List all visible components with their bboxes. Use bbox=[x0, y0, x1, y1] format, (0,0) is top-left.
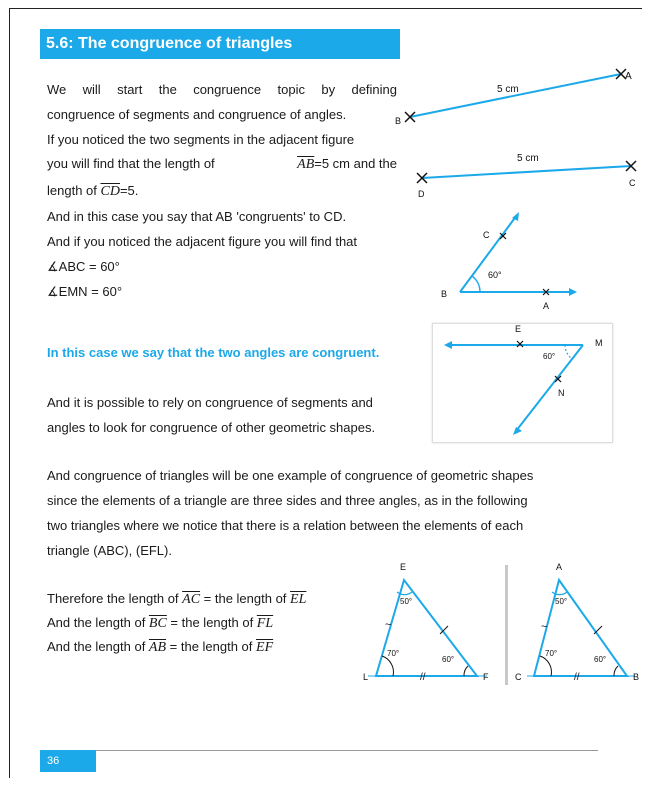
label-c-angle: C bbox=[483, 230, 490, 240]
segment-ab-line bbox=[410, 74, 621, 117]
angle-emn-box bbox=[432, 323, 613, 443]
angle-arc-f bbox=[464, 666, 468, 676]
para1-line5-tail: =5. bbox=[119, 183, 139, 198]
equality-ac-el bbox=[47, 590, 306, 609]
arrowhead-icon bbox=[513, 427, 522, 435]
page-number: 36 bbox=[40, 750, 96, 772]
para1-line6: And in this case you say that AB 'congruents' to CD. bbox=[47, 209, 347, 224]
para2-line1: And it is possible to rely on congruence of segments and bbox=[47, 395, 373, 410]
equality-mid: = the length of bbox=[166, 639, 257, 654]
angle-arc-abc bbox=[472, 276, 480, 292]
label-a-angle: A bbox=[543, 301, 550, 311]
length-ab-label: 5 cm bbox=[497, 84, 519, 95]
triangles-divider bbox=[505, 565, 508, 685]
equality-mid: = the length of bbox=[166, 615, 257, 630]
para1-line3: If you noticed the two segments in the adjacent figure bbox=[47, 132, 355, 147]
para2-line2: angles to look for congruence of other geometric shapes. bbox=[47, 420, 376, 435]
page-frame-left bbox=[9, 8, 10, 778]
angle-arc-l bbox=[382, 656, 393, 676]
angle-emn-figure bbox=[433, 324, 612, 442]
para1-line1: We will start the congruence topic by defining bbox=[47, 82, 397, 97]
footer-rule bbox=[96, 750, 598, 751]
triangle-efl-figure bbox=[360, 558, 500, 686]
para3-line3: two triangles where we notice that there is a relation between the elements of each bbox=[47, 518, 524, 533]
arrowhead-icon bbox=[444, 341, 452, 349]
angle-f-value: 60° bbox=[442, 655, 455, 664]
angle-arc-b bbox=[614, 666, 618, 676]
angle-emn-text: ∡EMN = 60° bbox=[47, 284, 123, 299]
section-title: 5.6: The congruence of triangles bbox=[40, 29, 400, 59]
segment-cd: $\overline{CD}$ bbox=[100, 184, 120, 199]
equality-prefix: Therefore the length of bbox=[47, 591, 183, 606]
segments-figure bbox=[395, 66, 645, 206]
segment-ab: $\overline{AB}$ bbox=[297, 157, 315, 172]
para1-line7: And if you noticed the adjacent figure you will find that bbox=[47, 234, 358, 249]
tick-mark-el: ~ bbox=[385, 619, 392, 631]
angle-arc-c bbox=[540, 656, 551, 676]
para3-line2: since the elements of a triangle are three sides and three angles, as in the following bbox=[47, 493, 528, 508]
congruent-angles-note: In this case we say that the two angles are congruent. bbox=[47, 345, 380, 360]
para1-line4-text: you will find that the length of bbox=[47, 156, 215, 171]
triangle-abc-figure bbox=[510, 558, 645, 686]
para3-line1: And congruence of triangles will be one example of congruence of geometric shapes bbox=[47, 468, 534, 483]
label-a: A bbox=[625, 71, 632, 82]
label-l-triangle: L bbox=[363, 672, 369, 682]
equality-ab-ef bbox=[47, 638, 273, 657]
label-f-triangle: F bbox=[483, 672, 489, 682]
label-e-triangle: E bbox=[400, 562, 407, 572]
para1-line5 bbox=[47, 182, 138, 201]
label-c: C bbox=[629, 178, 636, 188]
label-c-triangle: C bbox=[515, 672, 522, 682]
segment-ac: $\overline{AC}$ bbox=[182, 592, 201, 607]
label-d: D bbox=[418, 189, 425, 199]
para1-line4 bbox=[47, 155, 397, 174]
para3-line4: triangle (ABC), (EFL). bbox=[47, 543, 172, 558]
tick-mark-fl: // bbox=[420, 672, 426, 683]
angle-emn-value: 60° bbox=[543, 352, 556, 361]
page-frame-top bbox=[9, 8, 642, 9]
angle-b-value: 60° bbox=[594, 655, 607, 664]
label-n-angle: N bbox=[558, 388, 565, 398]
equality-bc-fl bbox=[47, 614, 273, 633]
tick-mark-bc: // bbox=[574, 672, 580, 683]
angle-c-value: 70° bbox=[545, 649, 558, 658]
para1-line5-text: length of bbox=[47, 183, 97, 198]
angle-e-value: 50° bbox=[400, 597, 413, 606]
segment-el: $\overline{EL}$ bbox=[290, 592, 307, 607]
para1-line4-tail: =5 cm and the bbox=[314, 156, 397, 171]
label-b-angle: B bbox=[441, 289, 448, 299]
equality-mid: = the length of bbox=[200, 591, 291, 606]
segment-ef: $\overline{EF}$ bbox=[256, 640, 274, 655]
arrowhead-icon bbox=[569, 288, 577, 296]
segment-bc: $\overline{BC}$ bbox=[148, 616, 167, 631]
angle-abc-text: ∡ABC = 60° bbox=[47, 259, 120, 274]
angle-abc-value: 60° bbox=[488, 270, 502, 280]
ray-bc bbox=[460, 215, 517, 292]
label-m-angle: M bbox=[595, 338, 603, 348]
para1-line2: congruence of segments and congruence of angles. bbox=[47, 107, 347, 122]
angle-l-value: 70° bbox=[387, 649, 400, 658]
length-cd-label: 5 cm bbox=[517, 153, 539, 164]
angle-arc-emn bbox=[565, 345, 572, 359]
label-b-triangle: B bbox=[633, 672, 640, 682]
equality-prefix: And the length of bbox=[47, 639, 149, 654]
tick-mark-ac: ~ bbox=[541, 621, 548, 633]
label-a-triangle: A bbox=[556, 562, 563, 572]
segment-cd-line bbox=[422, 166, 631, 178]
segment-fl: $\overline{FL}$ bbox=[256, 616, 274, 631]
label-b: B bbox=[395, 116, 402, 126]
angle-arc-a bbox=[552, 592, 567, 595]
segment-ab-2: $\overline{AB}$ bbox=[148, 640, 167, 655]
label-e-angle: E bbox=[515, 324, 522, 334]
angle-a-value: 50° bbox=[555, 597, 568, 606]
angle-abc-figure bbox=[435, 205, 585, 315]
equality-prefix: And the length of bbox=[47, 615, 149, 630]
